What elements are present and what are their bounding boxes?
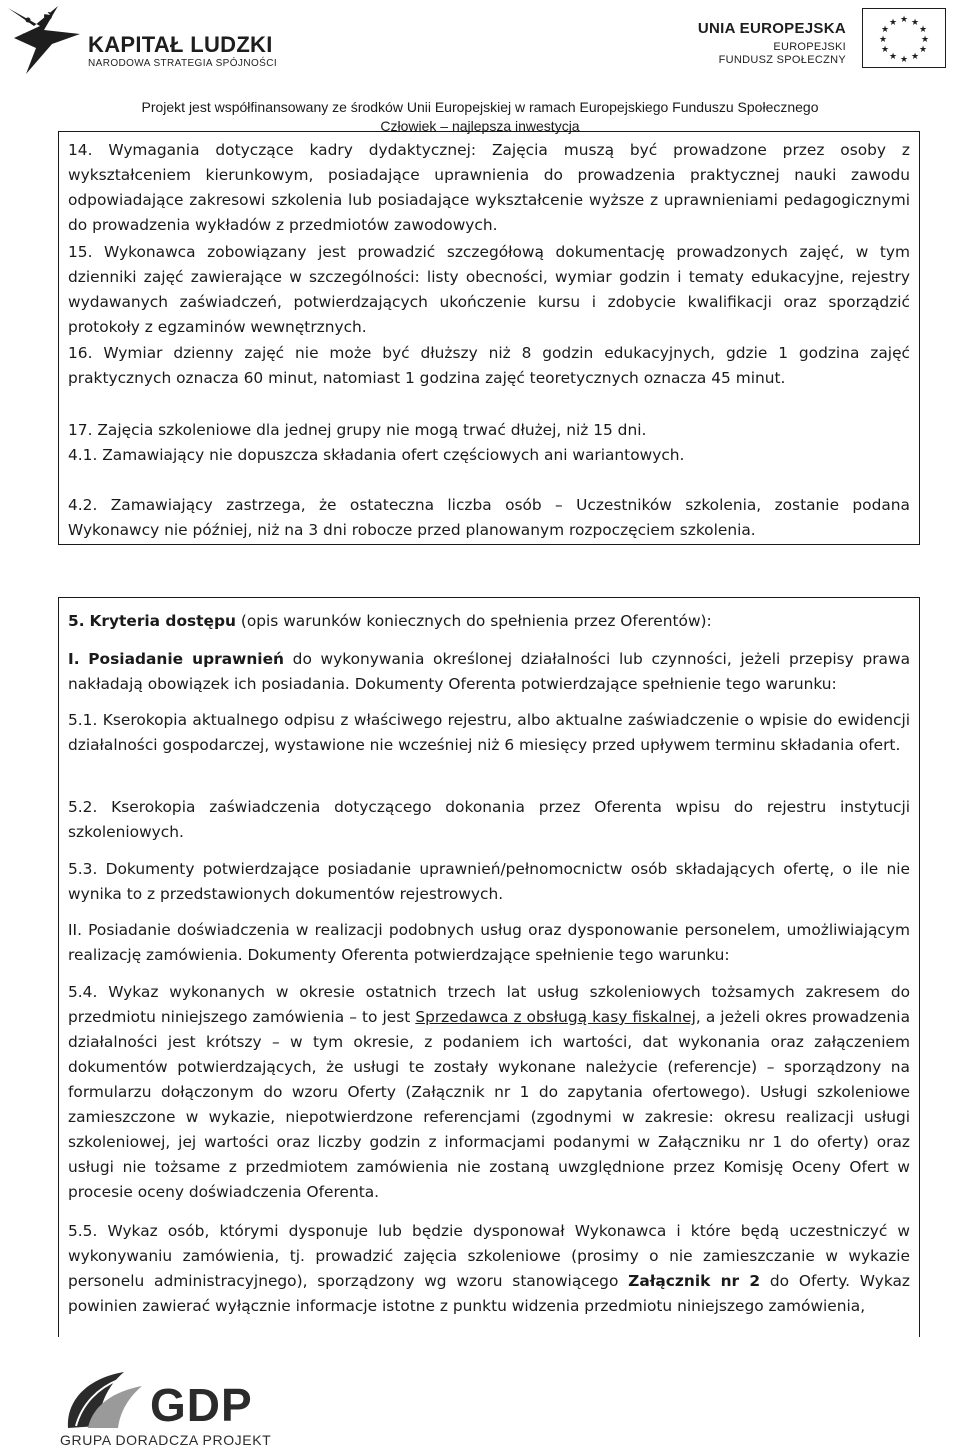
svg-text:★: ★ (920, 35, 930, 45)
item-5-4-text-b: , a jeżeli okres prowadzenia działalności jest krótszy – w tym okresie, z podaniem ich wartości, dat wykonania oraz załączeniem dokumentów potwierdzających, że usługi te zostały wykonane należycie (referencje) – sporządzony na formularzu dołączonym do wzoru Oferty (Załącznik nr 1 do zapytania ofertowego). Usługi szkoleniowe zamieszczone w wykazie, niepotwierdzone referencjami (zgodnymi w zakresie: okresu realizacji usługi szkoleniowej, jej wartości oraz liczby godzin z informacjami podanymi w Załączniku nr 1 do oferty) oraz usługi nie tożsame z przedmiotem zamówienia nie zostaną uwzględnione przez Komisję Oceny Ofert w procesie oceny doświadczenia Oferenta. (68, 1008, 910, 1201)
item-14: 14. Wymagania dotyczące kadry dydaktycznej: Zajęcia muszą być prowadzone przez osoby z wykształceniem kierunkowym, posiadające uprawnienia do prowadzenia praktycznej nauki zawodu odpowiadające zakresowi szkolenia lub posiadające wykształcenie wyższe z uprawnieniami pedagogicznymi do prowadzenia wykładów z przedmiotów zawodowych. (68, 141, 910, 234)
svg-text:★: ★ (918, 25, 928, 35)
gdp-leaf-icon (58, 1370, 148, 1432)
item-5-2: 5.2. Kserokopia zaświadczenia dotyczącego dokonania przez Oferenta wpisu do rejestru instytucji szkoleniowych. (68, 798, 910, 841)
item-15: 15. Wykonawca zobowiązany jest prowadzić szczegółową dokumentację prowadzonych zajęć, w tym dzienniki zajęć zawierające w szczególności: listy obecności, wymiar godzin i tematy edukacyjne, rejestry wydawanych zaświadczeń, potwierdzających ukończenie kursu i zdobycie kwalifikacji oraz sporządzić protokoły z egzaminów wewnętrznych. (68, 243, 910, 336)
item-5-3: 5.3. Dokumenty potwierdzające posiadanie uprawnień/pełnomocnictw osób składających ofertę, o ile nie wynika to z przedstawionych dokumentów rejestrowych. (68, 860, 910, 903)
item-4-2: 4.2. Zamawiający zastrzega, że ostateczna liczba osób – Uczestników szkolenia, zostanie podana Wykonawcy nie później, niż na 3 dni robocze przed planowanym rozpoczęciem szkolenia. (68, 496, 910, 539)
eu-logo-text (698, 16, 846, 66)
section-5-title-note: (opis warunków koniecznych do spełnienia przez Oferentów): (235, 612, 712, 630)
item-5-5 (68, 1219, 910, 1319)
kapital-ludzki-subtitle: NARODOWA STRATEGIA SPÓJNOŚCI (88, 58, 278, 69)
eu-logo-line1: UNIA EUROPEJSKA (697, 20, 846, 37)
eu-logo-line3: FUNDUSZ SPOŁECZNY (718, 54, 846, 66)
section-5-title: Kryteria dostępu (89, 612, 236, 630)
svg-text:★: ★ (880, 45, 890, 55)
kapital-ludzki-title: KAPITAŁ LUDZKI (88, 32, 273, 57)
eu-flag-icon (862, 8, 946, 68)
svg-text:★: ★ (899, 15, 909, 25)
item-4-1: 4.1. Zamawiający nie dopuszcza składania ofert częściowych ani wariantowych. (68, 446, 685, 464)
svg-text:★: ★ (880, 25, 890, 35)
item-5-5-text-a: 5.5. Wykaz osób, którymi dysponuje lub będzie dysponował Wykonawca i które będą uczestniczyć w wykonywaniu zamówienia, tj. prowadzić zajęcia szkoleniowe (prosimy o nie zamieszczanie w wykazie personelu administracyjnego), sporządzony wg wzoru stanowiącego (68, 1222, 910, 1290)
cofinancing-line2: Człowiek – najlepsza inwestycja (380, 118, 580, 134)
svg-text:★: ★ (910, 52, 920, 62)
kapital-ludzki-logo (6, 4, 276, 74)
criterion-I-number: I. (68, 650, 80, 668)
item-16: 16. Wymiar dzienny zajęć nie może być dłuższy niż 8 godzin edukacyjnych, gdzie 1 godzina zajęć praktycznych oznacza 60 minut, natomiast 1 godzina zajęć teoretycznych oznacza 45 minut. (68, 344, 910, 387)
item-17: 17. Zajęcia szkoleniowe dla jednej grupy nie mogą trwać dłużej, niż 15 dni. (68, 421, 647, 439)
svg-text:★: ★ (910, 18, 920, 28)
svg-text:★: ★ (899, 55, 909, 65)
svg-text:★: ★ (888, 18, 898, 28)
gdp-logo-word: GDP (150, 1379, 253, 1431)
criterion-II: II. Posiadanie doświadczenia w realizacji podobnych usług oraz dysponowanie personelem, umożliwiającym realizację zamówienia. Dokumenty Oferenta potwierdzające spełnienie tego warunku: (68, 921, 910, 964)
kapital-ludzki-star-icon (6, 4, 86, 76)
criterion-I-title: Posiadanie uprawnień (88, 650, 284, 668)
criterion-I (68, 647, 910, 697)
item-5-1: 5.1. Kserokopia aktualnego odpisu z właściwego rejestru, albo aktualne zaświadczenie o wpisie do ewidencji działalności gospodarczej, wystawione nie wcześniej niż 6 miesięcy przed upływem terminu składania ofert. (68, 711, 910, 754)
criterion-I-text: do wykonywania określonej działalności lub czynności, jeżeli przepisy prawa nakładają obowiązek ich posiadania. Dokumenty Oferenta potwierdzające spełnienie tego warunku: (68, 650, 910, 693)
item-5-5-attachment: Załącznik nr 2 (628, 1272, 761, 1290)
svg-text:★: ★ (918, 45, 928, 55)
gdp-logo-subtitle: GRUPA DORADCZA PROJEKT (60, 1432, 272, 1448)
section-5-number: 5. (68, 612, 85, 630)
section-5-heading (68, 609, 910, 634)
eu-logo-line2: EUROPEJSKI (773, 41, 846, 53)
gdp-logo (58, 1370, 272, 1450)
item-5-4-subject: Sprzedawca z obsługą kasy fiskalnej (415, 1008, 696, 1026)
svg-text:★: ★ (878, 35, 888, 45)
cofinancing-line1: Projekt jest współfinansowany ze środków Unii Europejskiej w ramach Europejskiego Funduszu Społecznego (141, 99, 819, 115)
item-5-4-text-a: 5.4. Wykaz wykonanych w okresie ostatnich trzech lat usług szkoleniowych tożsamych zakresem do przedmiotu niniejszego zamówienia – to jest (68, 983, 910, 1026)
item-5-4 (68, 980, 910, 1205)
eu-logo (697, 8, 946, 72)
svg-text:★: ★ (888, 52, 898, 62)
item-5-5-text-b: do Oferty. Wykaz powinien zawierać wyłącznie informacje istotne z punktu widzenia przedmiotu niniejszego zamówienia, (68, 1272, 910, 1315)
